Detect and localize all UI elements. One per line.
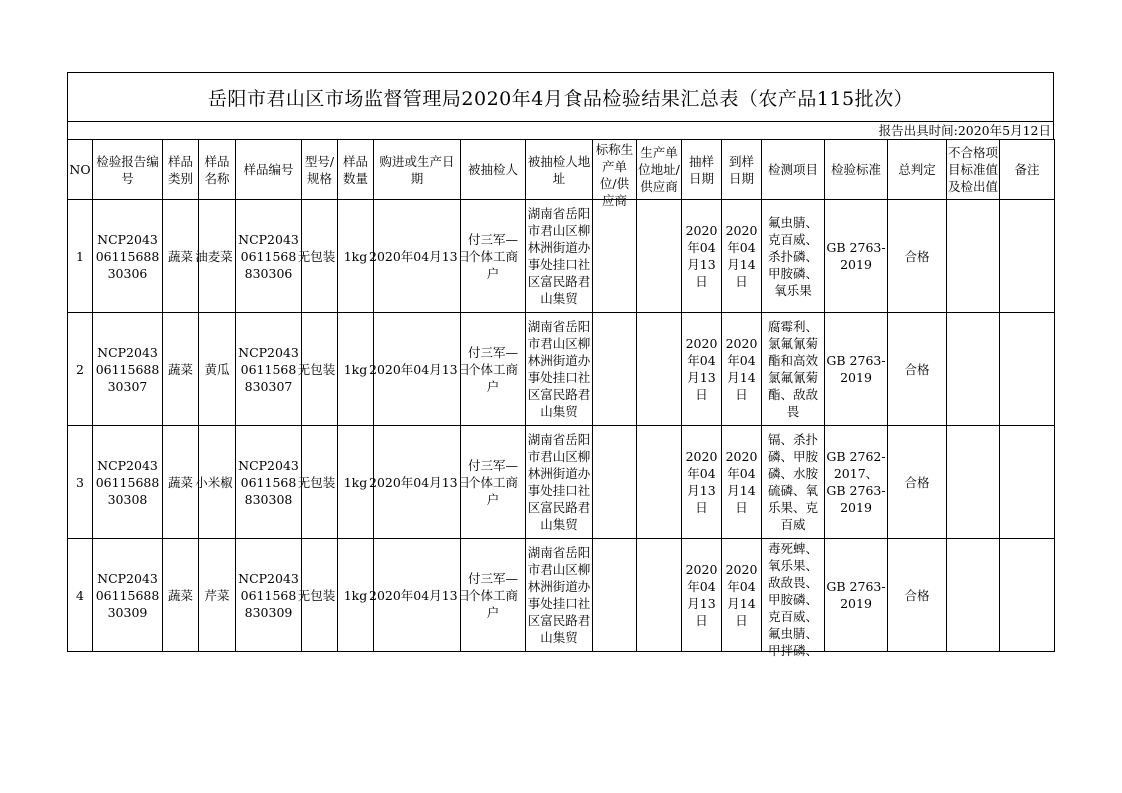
cell-spec-text: 无包装 — [297, 474, 336, 490]
cell-address-text: 湖南省岳阳市君山区柳林洲街道办事处挂口社区富民路君山集贸 — [527, 432, 591, 532]
report-title-text: 岳阳市君山区市场监督管理局2020年4月食品检验结果汇总表（农产品115批次） — [207, 87, 914, 110]
col-header-qty: 样品数量 — [338, 140, 374, 200]
col-header-date: 购进或生产日期 — [374, 140, 461, 200]
cell-category: 蔬菜 — [163, 539, 199, 652]
cell-standard: GB 2763-2019 — [825, 200, 888, 313]
col-header-report-no: 检验报告编号 — [93, 140, 163, 200]
cell-date-text: 2020年04月13日 — [369, 248, 471, 264]
cell-category: 蔬菜 — [163, 313, 199, 426]
cell-no: 3 — [68, 426, 93, 539]
col-header-items: 检测项目 — [762, 140, 825, 200]
cell-remark — [1000, 426, 1055, 539]
cell-verdict: 合格 — [888, 426, 947, 539]
cell-sampled: 付三军—个体工商户 — [461, 539, 526, 652]
cell-producer-addr — [637, 313, 682, 426]
cell-producer-addr — [637, 200, 682, 313]
col-header-name: 样品名称 — [199, 140, 236, 200]
cell-spec-text: 无包装 — [297, 587, 336, 603]
cell-date — [369, 313, 471, 426]
cell-arrive-date: 2020年04月14日 — [722, 313, 762, 426]
col-header-producer-addr-text: 生产单位地址/供应商 — [638, 145, 680, 194]
cell-address — [526, 200, 593, 313]
cell-unqualified — [947, 313, 1000, 426]
cell-address — [526, 313, 593, 426]
cell-name-text: 小米椒 — [195, 474, 233, 490]
cell-remark — [1000, 539, 1055, 652]
cell-report-no: NCP20430611568830307 — [93, 313, 163, 426]
cell-spec — [297, 200, 338, 313]
cell-items — [762, 313, 825, 426]
cell-qty: 1kg — [338, 313, 374, 426]
cell-sampled: 付三军—个体工商户 — [461, 426, 526, 539]
col-header-category: 样品类别 — [163, 140, 199, 200]
cell-date — [369, 426, 471, 539]
cell-sample-date: 2020年04月13日 — [682, 200, 722, 313]
col-header-arrive-date: 到样日期 — [722, 140, 762, 200]
cell-qty: 1kg — [338, 539, 374, 652]
cell-producer — [593, 313, 637, 426]
col-header-producer-text: 标称生产单位/供应商 — [595, 141, 634, 208]
cell-name-text: 油麦菜 — [195, 248, 233, 264]
col-header-unqualified — [947, 140, 1000, 200]
table-row — [68, 426, 1055, 539]
cell-sample-date: 2020年04月13日 — [682, 313, 722, 426]
cell-producer-addr — [637, 426, 682, 539]
cell-remark — [1000, 200, 1055, 313]
cell-sample-date: 2020年04月13日 — [682, 539, 722, 652]
cell-standard: GB 2762-2017、GB 2763-2019 — [825, 426, 888, 539]
col-header-unqualified-text: 不合格项目标准值及检出值 — [948, 145, 999, 194]
cell-sample-no: NCP20430611568830306 — [236, 200, 302, 313]
cell-date-text: 2020年04月13日 — [369, 361, 471, 377]
cell-no: 2 — [68, 313, 93, 426]
cell-items — [762, 539, 825, 658]
cell-report-no: NCP20430611568830306 — [93, 200, 163, 313]
cell-sample-no: NCP20430611568830307 — [236, 313, 302, 426]
cell-unqualified — [947, 426, 1000, 539]
col-header-verdict: 总判定 — [888, 140, 947, 200]
col-header-producer-addr — [637, 140, 682, 200]
cell-name: 黄瓜 — [199, 313, 236, 426]
cell-producer-addr — [637, 539, 682, 652]
cell-sampled: 付三军—个体工商户 — [461, 313, 526, 426]
cell-report-no: NCP20430611568830308 — [93, 426, 163, 539]
report-sheet — [67, 72, 1054, 658]
cell-sample-no: NCP20430611568830309 — [236, 539, 302, 652]
cell-date-text: 2020年04月13日 — [369, 474, 471, 490]
col-header-spec: 型号/规格 — [302, 140, 338, 200]
cell-address-text: 湖南省岳阳市君山区柳林洲街道办事处挂口社区富民路君山集贸 — [527, 545, 591, 645]
col-header-sample-no: 样品编号 — [236, 140, 302, 200]
cell-no: 1 — [68, 200, 93, 313]
cell-producer — [593, 539, 637, 652]
cell-date — [369, 200, 471, 313]
cell-arrive-date: 2020年04月14日 — [722, 426, 762, 539]
cell-items — [762, 200, 825, 313]
cell-verdict: 合格 — [888, 200, 947, 313]
cell-name: 芹菜 — [199, 539, 236, 652]
cell-spec-text: 无包装 — [297, 361, 336, 377]
col-header-remark: 备注 — [1000, 140, 1055, 200]
cell-items-text: 镉、杀扑磷、甲胺磷、水胺硫磷、氧乐果、克百威 — [767, 432, 818, 532]
cell-sample-date: 2020年04月13日 — [682, 426, 722, 539]
cell-unqualified — [947, 200, 1000, 313]
cell-producer — [593, 426, 637, 539]
cell-sample-no: NCP20430611568830308 — [236, 426, 302, 539]
cell-producer — [593, 200, 637, 313]
cell-date-text: 2020年04月13日 — [369, 587, 471, 603]
cell-address — [526, 539, 593, 652]
cell-spec — [297, 313, 338, 426]
cell-name — [195, 426, 236, 539]
cell-sampled: 付三军—个体工商户 — [461, 200, 526, 313]
col-header-producer — [593, 140, 637, 208]
cell-items-text: 毒死蜱、氧乐果、敌敌畏、甲胺磷、克百威、氟虫腈、甲拌磷、 — [767, 541, 818, 658]
col-header-sample-date: 抽样日期 — [682, 140, 722, 200]
report-date: 报告出具时间:2020年5月12日 — [67, 121, 1054, 139]
cell-address-text: 湖南省岳阳市君山区柳林洲街道办事处挂口社区富民路君山集贸 — [527, 319, 591, 419]
col-header-standard: 检验标准 — [825, 140, 888, 200]
cell-spec-text: 无包装 — [297, 248, 336, 264]
cell-name — [195, 200, 236, 313]
cell-date — [369, 539, 471, 652]
report-title — [67, 72, 1054, 121]
col-header-address: 被抽检人地址 — [526, 140, 593, 200]
cell-items-text: 氟虫腈、克百威、杀扑磷、甲胺磷、氧乐果 — [767, 214, 818, 298]
cell-category: 蔬菜 — [163, 200, 199, 313]
cell-remark — [1000, 313, 1055, 426]
cell-category: 蔬菜 — [163, 426, 199, 539]
col-header-no: NO — [68, 140, 93, 200]
cell-no: 4 — [68, 539, 93, 652]
cell-unqualified — [947, 539, 1000, 652]
table-header-row — [68, 140, 1055, 200]
cell-verdict: 合格 — [888, 539, 947, 652]
cell-address-text: 湖南省岳阳市君山区柳林洲街道办事处挂口社区富民路君山集贸 — [527, 206, 591, 306]
cell-arrive-date: 2020年04月14日 — [722, 539, 762, 652]
cell-qty: 1kg — [338, 200, 374, 313]
table-row — [68, 200, 1055, 313]
cell-standard: GB 2763-2019 — [825, 539, 888, 652]
cell-arrive-date: 2020年04月14日 — [722, 200, 762, 313]
cell-address — [526, 426, 593, 539]
cell-standard: GB 2763-2019 — [825, 313, 888, 426]
cell-verdict: 合格 — [888, 313, 947, 426]
results-table — [67, 139, 1055, 658]
cell-spec — [297, 539, 338, 652]
col-header-sampled: 被抽检人 — [461, 140, 526, 200]
table-row — [68, 539, 1055, 652]
cell-report-no: NCP20430611568830309 — [93, 539, 163, 652]
table-row — [68, 313, 1055, 426]
cell-items — [762, 426, 825, 539]
cell-items-text: 腐霉利、氯氟氰菊酯和高效氯氟氰菊酯、敌敌畏 — [767, 319, 818, 419]
cell-qty: 1kg — [338, 426, 374, 539]
cell-spec — [297, 426, 338, 539]
